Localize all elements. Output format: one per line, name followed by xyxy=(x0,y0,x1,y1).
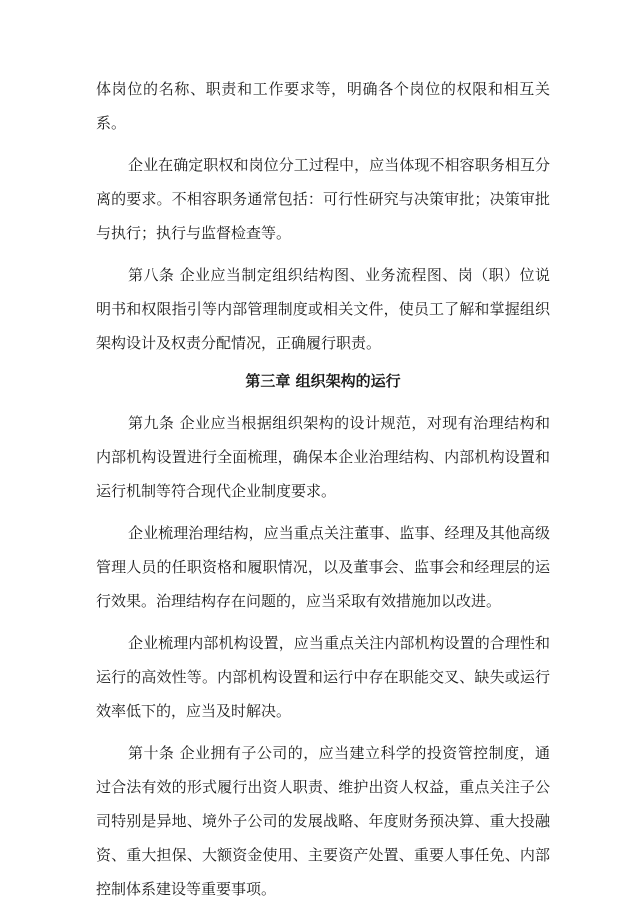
paragraph-continuation: 体岗位的名称、职责和工作要求等，明确各个岗位的权限和相互关系。 xyxy=(96,80,550,132)
paragraph-internal-structure-review: 企业梳理内部机构设置，应当重点关注内部机构设置的合理性和运行的高效性等。内部机构设置和运行中存在职能交叉、缺失或运行效率低下的，应当及时解决。 xyxy=(96,634,550,720)
paragraph-gap xyxy=(96,508,550,516)
paragraph-article-9: 第九条 企业应当根据组织架构的设计规范，对现有治理结构和内部机构设置进行全面梳理，确保本企业治理结构、内部机构设置和运行机制等符合现代企业制度要求。 xyxy=(96,414,550,500)
paragraph-incompatible-duties: 企业在确定职权和岗位分工过程中，应当体现不相容职务相互分离的要求。不相容职务通常包括：可行性研究与决策审批；决策审批与执行；执行与监督检查等。 xyxy=(96,156,550,242)
paragraph-gap xyxy=(96,250,550,258)
paragraph-article-10: 第十条 企业拥有子公司的，应当建立科学的投资管控制度，通过合法有效的形式履行出资人职责、维护出资人权益，重点关注子公司特别是异地、境外子公司的发展战略、年度财务预决算、重大投融资、重大担保、大额资金使用、主要资产处置、重要人事任免、内部控制体系建设等重要事项。 xyxy=(96,744,550,898)
paragraph-governance-review: 企业梳理治理结构，应当重点关注董事、监事、经理及其他高级管理人员的任职资格和履职情况，以及董事会、监事会和经理层的运行效果。治理结构存在问题的，应当采取有效措施加以改进。 xyxy=(96,524,550,610)
paragraph-gap xyxy=(96,618,550,626)
paragraph-gap xyxy=(96,728,550,736)
paragraph-article-8: 第八条 企业应当制定组织结构图、业务流程图、岗（职）位说 明书和权限指引等内部管理制度或相关文件，使员工了解和掌握组织架构设计及权责分配情况，正确履行职责。 xyxy=(96,266,550,352)
paragraph-gap xyxy=(96,398,550,406)
chapter-title: 第三章 组织架构的运行 xyxy=(245,372,401,390)
paragraph-gap xyxy=(96,140,550,148)
